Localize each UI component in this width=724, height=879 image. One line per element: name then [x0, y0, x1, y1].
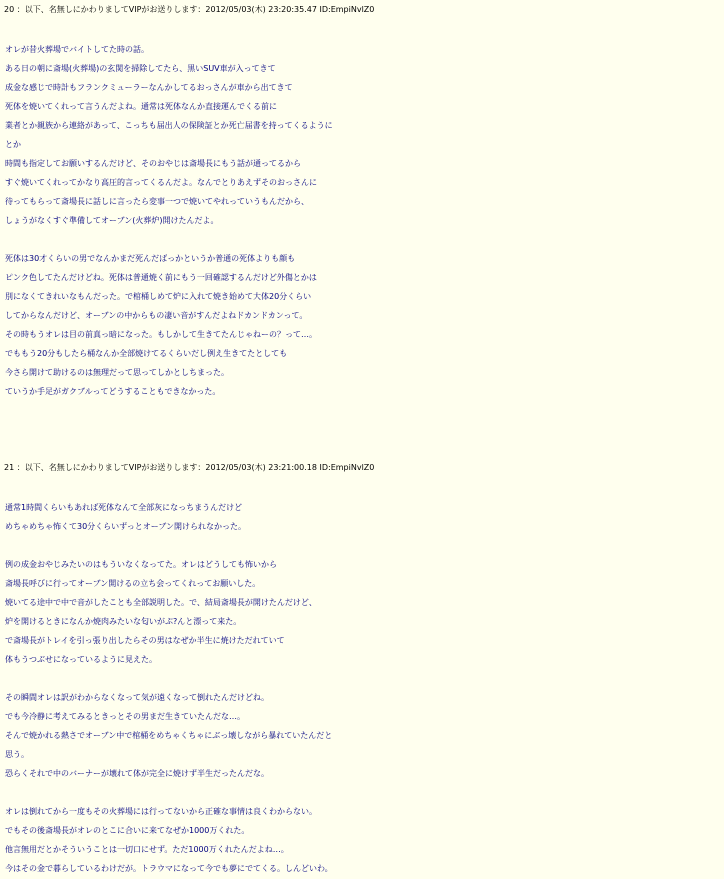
body-line: 例の成金おやじみたいのはもういなくなってた。オレはどうしても怖いから [5, 560, 277, 569]
body-line: でももう20分もしたら桶なんか全部焼けてるくらいだし例え生きてたとしても [5, 349, 288, 358]
body-line: ていうか手足がガクブルってどうすることもできなかった。 [5, 387, 221, 396]
poster-name: ：以下、名無しにかわりましてVIPがお送りします [16, 463, 198, 472]
body-line: 待ってもらって斎場長に話しに言ったら変事一つで焼いてやれっていうもんだから、 [5, 197, 309, 206]
paragraph [5, 555, 724, 669]
body-line: そんで焼かれる熱さでオーブン中で棺桶をめちゃくちゃにぶっ壊しながら暴れていたんだと [5, 731, 333, 740]
post-number: 21 [4, 463, 15, 472]
poster-id: ID:EmpiNvlZ0 [319, 463, 375, 472]
body-line: ある日の朝に斎場(火葬場)の玄関を掃除してたら、黒いSUV車が入ってきて [5, 64, 276, 73]
body-line: 焼いてる途中で中で音がしたことも全部説明した。で、結局斎場長が開けたんだけど、 [5, 598, 317, 607]
post-header [0, 460, 724, 476]
post-datetime: ：2012/05/03(木) 23:21:00.18 [197, 463, 317, 472]
body-line: その瞬間オレは訳がわからなくなって気が遠くなって倒れたんだけどね。 [5, 693, 269, 702]
paragraph [5, 40, 724, 230]
poster-id: ID:EmpiNvlZ0 [319, 5, 375, 14]
post-header [0, 2, 724, 18]
paragraph [5, 249, 724, 401]
body-line: 今はその金で暮らしているわけだが。トラウマになって今でも夢にでてくる。しんどいわ。 [5, 864, 333, 873]
body-line: とか [5, 140, 21, 149]
poster-name: ：以下、名無しにかわりましてVIPがお送りします [16, 5, 198, 14]
body-line: ピンク色してたんだけどね。死体は普通焼く前にもう一回確認するんだけど外傷とかは [5, 273, 317, 282]
body-line: 他言無用だとかそういうことは一切口にせず。ただ1000万くれたんだよね…。 [5, 845, 289, 854]
post-21 [0, 460, 724, 878]
body-line: 業者とか親族から連絡があって、こっちも届出人の保険証とか死亡届書を持ってくるように [5, 121, 333, 130]
body-line: 通常1時間くらいもあれば死体なんて全部灰になっちまうんだけど [5, 503, 243, 512]
body-line: で斎場長がトレイを引っ張り出したらその男はなぜか半生に焼けただれていて [5, 636, 285, 645]
paragraph [5, 802, 724, 878]
body-line: オレが昔火葬場でバイトしてた時の話。 [5, 45, 149, 54]
post-body [0, 40, 724, 401]
paragraph [5, 498, 724, 536]
post-body [0, 498, 724, 878]
body-line: 斎場長呼びに行ってオーブン開けるの立ち会ってくれってお願いした。 [5, 579, 261, 588]
body-line: その時もうオレは目の前真っ暗になった。もしかして生きてたんじゃねーの？って…。 [5, 330, 317, 339]
paragraph [5, 688, 724, 783]
body-line: 死体は30才くらいの男でなんかまだ死んだばっかというか普通の死体よりも顔も [5, 254, 296, 263]
body-line: 今さら開けて助けるのは無理だって思ってしかとしちまった。 [5, 368, 229, 377]
body-line: 死体を焼いてくれって言うんだよね。通常は死体なんか直接運んでくる前に [5, 102, 277, 111]
body-line: 成金な感じで時計もフランクミューラーなんかしてるおっさんが車から出てきて [5, 83, 293, 92]
post-number: 20 [4, 5, 15, 14]
body-line: 別になくてきれいなもんだった。で棺桶しめて炉に入れて焼き始めて大体20分くらい [5, 292, 312, 301]
body-line: 炉を開けるときになんか焼肉みたいな匂いがぷ?んと漂って来た。 [5, 617, 242, 626]
body-line: でも今冷静に考えてみるときっとその男まだ生きていたんだな…。 [5, 712, 245, 721]
body-line: でもその後斎場長がオレのとこに合いに来てなぜか1000万くれた。 [5, 826, 250, 835]
body-line: 体もうつぶせになっているように見えた。 [5, 655, 157, 664]
body-line: 恐らくそれで中のバーナーが壊れて体が完全に焼けず半生だったんだな。 [5, 769, 269, 778]
body-line: しょうがなくすぐ準備してオーブン(火葬炉)開けたんだよ。 [5, 216, 219, 225]
post-datetime: ：2012/05/03(木) 23:20:35.47 [197, 5, 317, 14]
body-line: めちゃめちゃ怖くて30分くらいずっとオーブン開けられなかった。 [5, 522, 246, 531]
post-20 [0, 2, 724, 401]
body-line: オレは倒れてから一度もその火葬場には行ってないから正確な事情は良くわからない。 [5, 807, 317, 816]
body-line: すぐ焼いてくれってかなり高圧的言ってくるんだよ。なんでとりあえずそのおっさんに [5, 178, 317, 187]
body-line: 思う。 [5, 750, 29, 759]
body-line: してからなんだけど、オーブンの中からもの凄い音がすんだよねドカンドカンって。 [5, 311, 308, 320]
body-line: 時間も指定してお願いするんだけど、そのおやじは斎場長にもう話が通ってるから [5, 159, 301, 168]
